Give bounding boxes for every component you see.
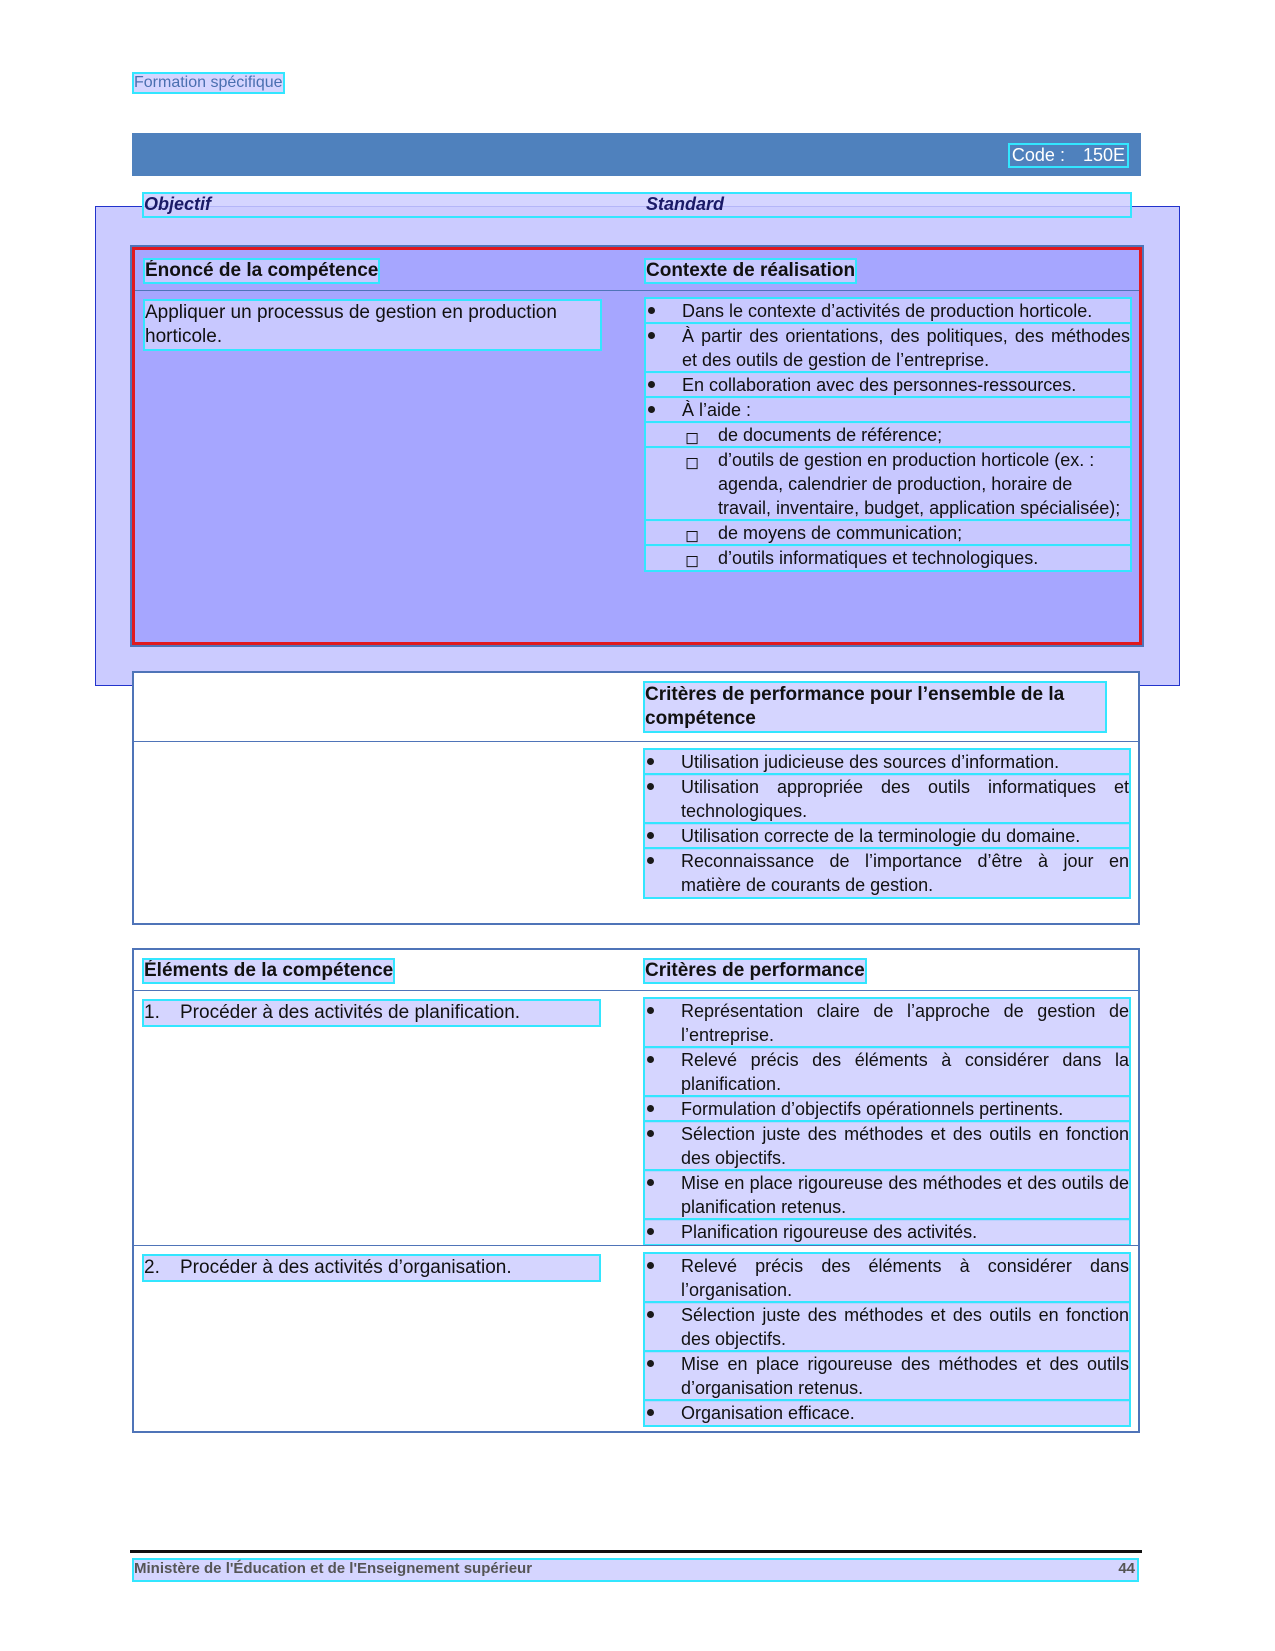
performance-row <box>134 742 1138 912</box>
aide-subitem: ◻ de documents de référence; <box>646 423 1130 447</box>
criterion-item: Mise en place rigoureuse des méthodes et des outils d’organisation retenus. <box>645 1352 1129 1400</box>
aide-subitem: ◻ d’outils de gestion en production horticole (ex. : agenda, calendrier de production, horaire de travail, inventaire, budget, application spécialisée); <box>646 448 1130 520</box>
context-item: En collaboration avec des personnes-ressources. <box>646 373 1130 397</box>
criterion-item: Mise en place rigoureuse des méthodes et des outils de planification retenus. <box>645 1171 1129 1219</box>
bullet-icon <box>647 1105 654 1112</box>
page-number: 44 <box>1118 1560 1135 1577</box>
performance-item: Utilisation judicieuse des sources d’information. <box>645 750 1129 774</box>
criterion-item: Planification rigoureuse des activités. <box>645 1220 1129 1244</box>
bullet-icon <box>647 1311 654 1318</box>
competence-box <box>132 247 1142 645</box>
criterion-item: Relevé précis des éléments à considérer dans l’organisation. <box>645 1254 1129 1302</box>
footer-rule <box>130 1550 1142 1553</box>
competence-box-header <box>135 250 1139 291</box>
performance-item: Utilisation correcte de la terminologie du domaine. <box>645 824 1129 848</box>
bullet-icon <box>648 406 655 413</box>
criteria-heading: Critères de performance <box>645 960 865 981</box>
bullet-icon <box>648 332 655 339</box>
competence-statement: Appliquer un processus de gestion en production horticole. <box>145 301 600 349</box>
element-label: 1. Procéder à des activités de planification. <box>144 1001 599 1025</box>
element-label: 2. Procéder à des activités d’organisation. <box>144 1256 599 1280</box>
competence-statement-heading: Énoncé de la compétence <box>145 260 379 281</box>
square-bullet-icon: ◻ <box>685 526 700 545</box>
criterion-item: Sélection juste des méthodes et des outils en fonction des objectifs. <box>645 1303 1129 1351</box>
square-bullet-icon: ◻ <box>685 428 700 447</box>
bullet-icon <box>647 1130 654 1137</box>
context-item: À partir des orientations, des politiques, des méthodes et des outils de gestion de l’entreprise. <box>646 324 1130 372</box>
context-heading: Contexte de réalisation <box>646 260 856 281</box>
bullet-icon <box>647 1056 654 1063</box>
bullet-icon <box>647 1262 654 1269</box>
bullet-icon <box>647 783 654 790</box>
criteria-list <box>645 1254 1129 1426</box>
elements-box-header <box>134 950 1138 991</box>
bullet-icon <box>647 1409 654 1416</box>
performance-list <box>645 750 1129 898</box>
bullet-icon <box>647 1007 654 1014</box>
objective-heading: Objectif <box>144 194 212 214</box>
bullet-icon <box>648 307 655 314</box>
performance-box-header <box>134 673 1138 742</box>
code-label <box>1010 145 1127 166</box>
bullet-icon <box>647 758 654 765</box>
element-row-1 <box>134 991 1138 1245</box>
competence-row <box>135 291 1139 631</box>
criterion-item: Formulation d’objectifs opérationnels pertinents. <box>645 1097 1129 1121</box>
standard-heading: Standard <box>646 194 725 214</box>
performance-heading: Critères de performance pour l’ensemble de la compétence <box>645 683 1105 731</box>
square-bullet-icon: ◻ <box>685 453 700 472</box>
running-header: Formation spécifique <box>134 74 283 91</box>
bullet-icon <box>647 857 654 864</box>
footer-organization: Ministère de l'Éducation et de l'Enseignement supérieur <box>134 1560 533 1577</box>
code-label-text: Code : <box>1011 145 1065 165</box>
criterion-item: Organisation efficace. <box>645 1401 1129 1425</box>
aide-subitem: ◻ d’outils informatiques et technologiques. <box>646 546 1130 570</box>
section-headers <box>144 194 1130 216</box>
performance-box <box>132 671 1140 925</box>
criterion-item: Relevé précis des éléments à considérer dans la planification. <box>645 1048 1129 1096</box>
context-list <box>646 299 1130 570</box>
performance-item: Reconnaissance de l’importance d’être à jour en matière de courants de gestion. <box>645 849 1129 897</box>
element-row-2 <box>134 1245 1138 1426</box>
bullet-icon <box>647 1360 654 1367</box>
performance-item: Utilisation appropriée des outils informatiques et technologiques. <box>645 775 1129 823</box>
criterion-item: Sélection juste des méthodes et des outils en fonction des objectifs. <box>645 1122 1129 1170</box>
code-value: 150E <box>1082 145 1125 165</box>
bullet-icon <box>647 832 654 839</box>
bullet-icon <box>647 1179 654 1186</box>
elements-heading: Éléments de la compétence <box>144 960 394 981</box>
criterion-item: Représentation claire de l’approche de gestion de l’entreprise. <box>645 999 1129 1047</box>
criteria-list <box>645 999 1129 1245</box>
context-item: À l’aide : <box>646 398 1130 422</box>
footer <box>134 1560 1137 1580</box>
aide-subitem: ◻ de moyens de communication; <box>646 521 1130 545</box>
code-bar <box>132 133 1141 176</box>
context-item: Dans le contexte d’activités de production horticole. <box>646 299 1130 323</box>
square-bullet-icon: ◻ <box>685 551 700 570</box>
elements-box <box>132 948 1140 1433</box>
bullet-icon <box>648 381 655 388</box>
bullet-icon <box>647 1228 654 1235</box>
